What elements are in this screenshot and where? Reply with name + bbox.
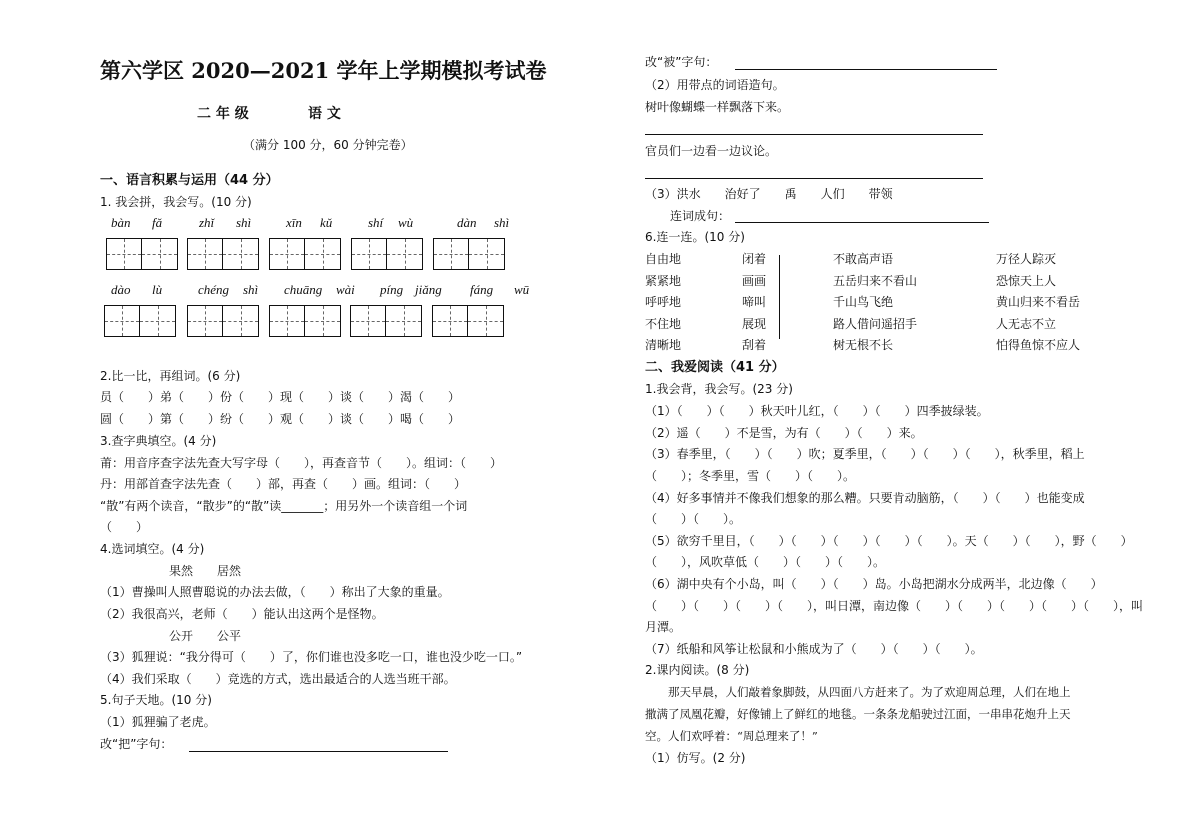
recite-line: （3）春季里，（ ）（ ）吹；夏季里，（ ）（ ）（ ），秋季里，稻上: [645, 447, 1085, 461]
poem-line-left[interactable]: 不敢高声语: [833, 252, 894, 266]
poem-line-left[interactable]: 路人借问遥招手: [833, 317, 918, 331]
poem-line-left[interactable]: 树无根不长: [833, 338, 894, 352]
pinyin: fǎ: [152, 215, 163, 230]
match-left-item[interactable]: 自由地: [645, 252, 682, 266]
q4-word-choices-2: 公开 公平: [169, 629, 242, 643]
pinyin: jiǎng: [415, 282, 442, 297]
recite-line: （ ）（ ）（ ）（ ），叫日潭，南边像（ ）（ ）（ ）（ ）（ ），叫: [645, 599, 1144, 613]
q4-sentence-1: （1）曹操叫人照曹聪说的办法去做，（ ）称出了大象的重量。: [100, 585, 450, 599]
writing-grid[interactable]: [432, 305, 504, 337]
q2-label: 2.比一比，再组词。(6 分): [100, 369, 241, 383]
pinyin: fáng: [470, 282, 494, 297]
match-right-item[interactable]: 啼叫: [742, 295, 767, 309]
q5-sentence-1: （1）狐狸骗了老虎。: [100, 715, 216, 729]
q3-line-4: （ ）: [100, 520, 149, 534]
pinyin: zhǐ: [199, 215, 215, 230]
passage-line-3: 空。人们欢呼着：“周总理来了！”: [645, 729, 818, 743]
answer-line[interactable]: [735, 69, 997, 70]
subject-label: 语 文: [308, 106, 341, 122]
answer-line[interactable]: [189, 751, 448, 752]
exam-title: 第六学区 2020—2021 学年上学期模拟考试卷: [100, 58, 547, 83]
poem-line-right[interactable]: 万径人踪灭: [996, 252, 1057, 266]
q4-sentence-3: （3）狐狸说：“我分得可（ ）了，你们谁也没多吃一口，谁也没少吃一口。”: [100, 650, 523, 664]
pinyin: dào: [111, 282, 131, 297]
passage-line-1: 那天早晨，人们敲着象脚鼓，从四面八方赶来了。为了欢迎周总理，人们在地上: [645, 685, 1071, 699]
s2-q2-label: 2.课内阅读。(8 分): [645, 663, 750, 677]
section-2-heading: 二、我爱阅读（41 分）: [645, 360, 785, 375]
poem-line-right[interactable]: 怕得鱼惊不应人: [996, 338, 1081, 352]
poem-line-right[interactable]: 恐惊天上人: [996, 274, 1057, 288]
pinyin: bàn: [111, 215, 131, 230]
q6-label: 6.连一连。(10 分): [645, 230, 745, 244]
pinyin: dàn: [457, 215, 477, 230]
compare-row-1: 员（ ）弟（ ）份（ ）现（ ）谈（ ）渴（ ）: [100, 390, 461, 404]
q5-sentence-2: （2）用带点的词语造句。: [645, 78, 785, 92]
answer-line[interactable]: [735, 222, 989, 223]
poem-line-left[interactable]: 五岳归来不看山: [833, 274, 918, 288]
recite-line: （ ），风吹草低（ ）（ ）（ ）。: [645, 555, 886, 569]
pinyin: wū: [514, 282, 530, 297]
pinyin: shì: [236, 215, 252, 230]
pinyin: chuāng: [284, 282, 323, 297]
match-left-item[interactable]: 不住地: [645, 317, 682, 331]
poem-line-right[interactable]: 黄山归来不看岳: [996, 295, 1081, 309]
pinyin: shì: [494, 215, 510, 230]
match-right-item[interactable]: 刮着: [742, 338, 767, 352]
match-right-item[interactable]: 画画: [742, 274, 767, 288]
match-left-item[interactable]: 呼呼地: [645, 295, 682, 309]
connect-words-label: 连词成句：: [670, 209, 731, 223]
bei-sentence-label: 改“被”字句：: [645, 55, 718, 69]
match-right-item[interactable]: 展现: [742, 317, 767, 331]
pinyin: shì: [243, 282, 259, 297]
grade-label: 二 年 级: [197, 106, 249, 122]
passage-line-2: 撒满了凤凰花瓣，好像铺上了鲜红的地毯。一条条龙船驶过江面，一串串花炮升上天: [645, 707, 1071, 721]
recite-line: （6）湖中央有个小岛，叫（ ）（ ）岛。小岛把湖水分成两半，北边像（ ）: [645, 577, 1103, 591]
pinyin: kǔ: [320, 215, 333, 230]
writing-grid[interactable]: [269, 305, 341, 337]
writing-grid[interactable]: [106, 238, 178, 270]
recite-line: （4）好多事情并不像我们想象的那么糟。只要肯动脑筋，（ ）（ ）也能变成: [645, 491, 1085, 505]
example-sentence-2: 官员们一边看一边议论。: [645, 144, 778, 158]
q4-sentence-2: （2）我很高兴，老师（ ）能认出这两个是怪物。: [100, 607, 384, 621]
writing-grid[interactable]: [104, 305, 176, 337]
pinyin: lù: [152, 282, 163, 297]
pinyin: shí: [368, 215, 384, 230]
section-1-heading: 一、语言积累与运用（44 分）: [100, 173, 279, 188]
recite-line: （7）纸船和风筝让松鼠和小熊成为了（ ）（ ）（ ）。: [645, 642, 983, 656]
compare-row-2: 圆（ ）第（ ）纷（ ）观（ ）谈（ ）喝（ ）: [100, 412, 461, 426]
writing-grid[interactable]: [433, 238, 505, 270]
writing-grid[interactable]: [269, 238, 341, 270]
poem-line-left[interactable]: 千山鸟飞绝: [833, 295, 894, 309]
writing-grid[interactable]: [187, 305, 259, 337]
recite-line: （2）遥（ ）不是雪，为有（ ）（ ）来。: [645, 426, 923, 440]
q3-line-2: 丹：用部首查字法先查（ ）部，再查（ ）画。组词：（ ）: [100, 477, 467, 491]
recite-line: 月潭。: [645, 620, 682, 634]
column-divider: [779, 255, 780, 339]
writing-grid[interactable]: [350, 305, 422, 337]
answer-line[interactable]: [645, 134, 983, 135]
answer-line[interactable]: [645, 178, 983, 179]
match-left-item[interactable]: 清晰地: [645, 338, 682, 352]
recite-line: （1）（ ）（ ）秋天叶儿红，（ ）（ ）四季披绿装。: [645, 404, 989, 418]
recite-line: （ ）（ ）。: [645, 512, 742, 526]
pinyin: chéng: [198, 282, 230, 297]
score-note: （满分 100 分，60 分钟完卷）: [243, 138, 413, 152]
match-right-item[interactable]: 闭着: [742, 252, 767, 266]
writing-grid[interactable]: [351, 238, 423, 270]
pinyin: xīn: [286, 215, 302, 230]
q1-label: 1. 我会拼，我会写。(10 分): [100, 195, 252, 209]
q3-line-1: 莆：用音序查字法先查大写字母（ ），再查音节（ ）。组词：（ ）: [100, 456, 503, 470]
pinyin: wài: [336, 282, 355, 297]
match-left-item[interactable]: 紧紧地: [645, 274, 682, 288]
recite-line: （5）欲穷千里目，（ ）（ ）（ ）（ ）（ ）。天（ ）（ ），野（ ）: [645, 534, 1133, 548]
q4-label: 4.选词填空。(4 分): [100, 542, 205, 556]
ba-sentence-label: 改“把”字句：: [100, 737, 173, 751]
q4-word-choices-1: 果然 居然: [169, 564, 242, 578]
q4-sentence-4: （4）我们采取（ ）竞选的方式，选出最适合的人选当班干部。: [100, 672, 456, 686]
example-sentence-1: 树叶像蝴蝶一样飘落下来。: [645, 100, 790, 114]
s2-q2-sub-1: （1）仿写。(2 分): [645, 751, 746, 765]
q3-label: 3.查字典填空。(4 分): [100, 434, 217, 448]
pinyin: wù: [398, 215, 414, 230]
poem-line-right[interactable]: 人无志不立: [996, 317, 1057, 331]
q3-line-3: “散”有两个读音，“散步”的“散”读_______；用另外一个读音组一个词: [100, 499, 468, 513]
writing-grid[interactable]: [187, 238, 259, 270]
q5-sentence-3: （3）洪水 治好了 禹 人们 带领: [645, 187, 893, 201]
recite-line: （ ）；冬季里，雪（ ）（ ）。: [645, 469, 856, 483]
pinyin: píng: [380, 282, 404, 297]
q5-label: 5.句子天地。(10 分): [100, 693, 212, 707]
s2-q1-label: 1.我会背，我会写。(23 分): [645, 382, 793, 396]
